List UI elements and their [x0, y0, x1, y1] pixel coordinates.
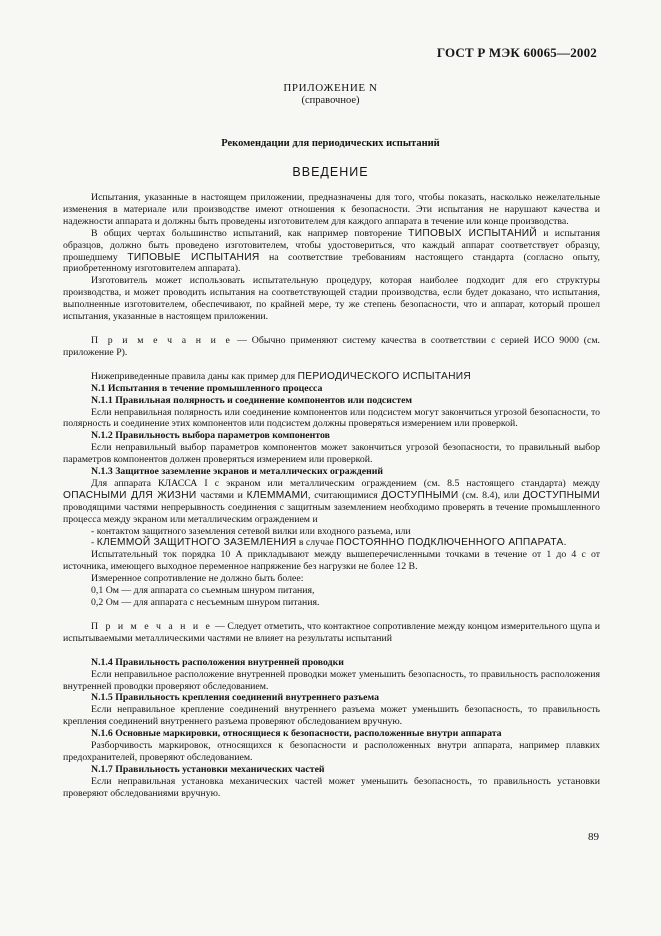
heading-n17: N.1.7 Правильность установки механических частей — [91, 763, 325, 775]
note-contact-resistance: П р и м е ч а н и е — Следует отметить, что контактное сопротивление между концом измерительного щупа и испытываемыми металлическими частями не влияет на результаты испытаний — [63, 620, 600, 644]
paragraph-resistance: Измеренное сопротивление не должно быть более: — [91, 573, 304, 585]
resistance-detachable: 0,1 Ом — для аппарата со съемным шнуром питания, — [91, 585, 315, 597]
paragraph-purpose: Испытания, указанные в настоящем приложении, предназначены для того, чтобы показать, насколько нежелательные изменения в материале или производстве имеют отношения к безопасности. Эти испытания не нарушают качества и надежности аппарата и должны быть проведены изготовителем для каждого аппарата в течение или конце производства. — [63, 192, 600, 227]
bullet-earth-contact: - контактом защитного заземления сетевой вилки или входного разъема, или — [91, 525, 411, 537]
heading-n13: N.1.3 Защитное заземление экранов и металлических ограждений — [91, 466, 384, 478]
recommendation-title: Рекомендации для периодических испытаний — [221, 138, 440, 149]
paragraph-markings: Разборчивость маркировок, относящихся к безопасности и расположенных внутри аппарата, например плавких предохранителей, проверяют обследованием. — [63, 740, 600, 763]
note-quality-system: П р и м е ч а н и е — Обычно применяют систему качества в соответствии с серией ИСО 9000 (см. приложение Р). — [63, 334, 600, 358]
paragraph-parameters: Если неправильный выбор параметров компонентов может закончиться угрозой безопасности, то правильный выбор параметров компонентов должен проверяться измерением или проверкой. — [63, 442, 600, 466]
annex-subtitle: (справочное) — [301, 95, 360, 106]
bullet-earth-terminal: - КЛЕММОЙ ЗАЩИТНОГО ЗАЗЕМЛЕНИЯ в случае ПОСТОЯННО ПОДКЛЮЧЕННОГО АППАРАТА. — [91, 537, 567, 549]
heading-n16: N.1.6 Основные маркировки, относящиеся к безопасности, расположенные внутри аппарата — [91, 728, 502, 740]
paragraph-rules-intro: Нижеприведенные правила даны как пример для ПЕРИОДИЧЕСКОГО ИСПЫТАНИЯ — [91, 370, 472, 382]
heading-n15: N.1.5 Правильность крепления соединений внутреннего разъема — [91, 692, 379, 704]
paragraph-mechanical: Если неправильная установка механических частей может уменьшить безопасность, то правильность установки проверяют обследованиями вручную. — [63, 775, 600, 799]
paragraph-earthing: Для аппарата КЛАССА I с экраном или металлическим ограждением (см. 8.5 настоящего стандарта) между ОПАСНЫМИ ДЛЯ ЖИЗНИ частями и КЛЕММАМИ, считающимися ДОСТУПНЫМИ (см. 8.4), или ДОСТУПНЫМИ проводящими частями непрерывность соединения с защитным заземлением необходимо проверять в течение промышленного процесса между экраном или металлическим ограждением и — [63, 477, 600, 525]
document-body — [63, 192, 600, 800]
resistance-fixed: 0,2 Ом — для аппарата с несъемным шнуром питания. — [91, 597, 320, 608]
intro-title: ВВЕДЕНИЕ — [292, 165, 369, 179]
annex-title: ПРИЛОЖЕНИЕ N — [283, 82, 378, 94]
heading-n12: N.1.2 Правильность выбора параметров компонентов — [91, 430, 330, 442]
heading-n14: N.1.4 Правильность расположения внутренней проводки — [91, 656, 344, 668]
paragraph-connector: Если неправильное крепление соединений внутреннего разъема может уменьшить безопасность, то правильность крепления соединений внутреннего разъема проверяют обследованием вручную. — [63, 704, 600, 728]
paragraph-wiring: Если неправильное расположение внутренней проводки может уменьшить безопасность, то правильность расположения внутренней проводки проверяют обследованием. — [63, 668, 600, 692]
standard-header: ГОСТ Р МЭК 60065—2002 — [436, 45, 597, 60]
paragraph-procedure: Изготовитель может использовать испытательную процедуру, которая наиболее подходит для его структуры производства, и может проводить испытания на соответствующей стадии производства, если будет доказано, что испытания, выполненные изготовителем, обеспечивают, по крайней мере, ту же степень безопасности, что и аппарат, который прошел испытания, указанные в настоящем приложении. — [63, 275, 600, 323]
heading-n11: N.1.1 Правильная полярность и соединение компонентов или подсистем — [91, 394, 413, 406]
paragraph-polarity: Если неправильная полярность или соединение компонентов или подсистем могут закончиться угрозой безопасности, то полярность и соединение этих компонентов или подсистем должны проверяться измерением или проверкой. — [63, 406, 600, 430]
paragraph-type-tests: В общих чертах большинство испытаний, как например повторение ТИПОВЫХ ИСПЫТАНИЙ и испытания образцов, должно быть проведено изготовителем, чтобы удостовериться, что каждый аппарат соответствует образцу, прошедшему ТИПОВЫЕ ИСПЫТАНИЯ на соответствие требованиям настоящего стандарта (согласно опыту, приобретенному изготовителем аппарата). — [63, 227, 600, 275]
paragraph-test-current: Испытательный ток порядка 10 А прикладывают между вышеперечисленными точками в течение от 1 до 4 с от источника, имеющего выходное переменное напряжение без нагрузки не более 12 В. — [63, 549, 600, 573]
heading-n1: N.1 Испытания в течение промышленного процесса — [91, 382, 323, 394]
page-number: 89 — [588, 831, 599, 843]
